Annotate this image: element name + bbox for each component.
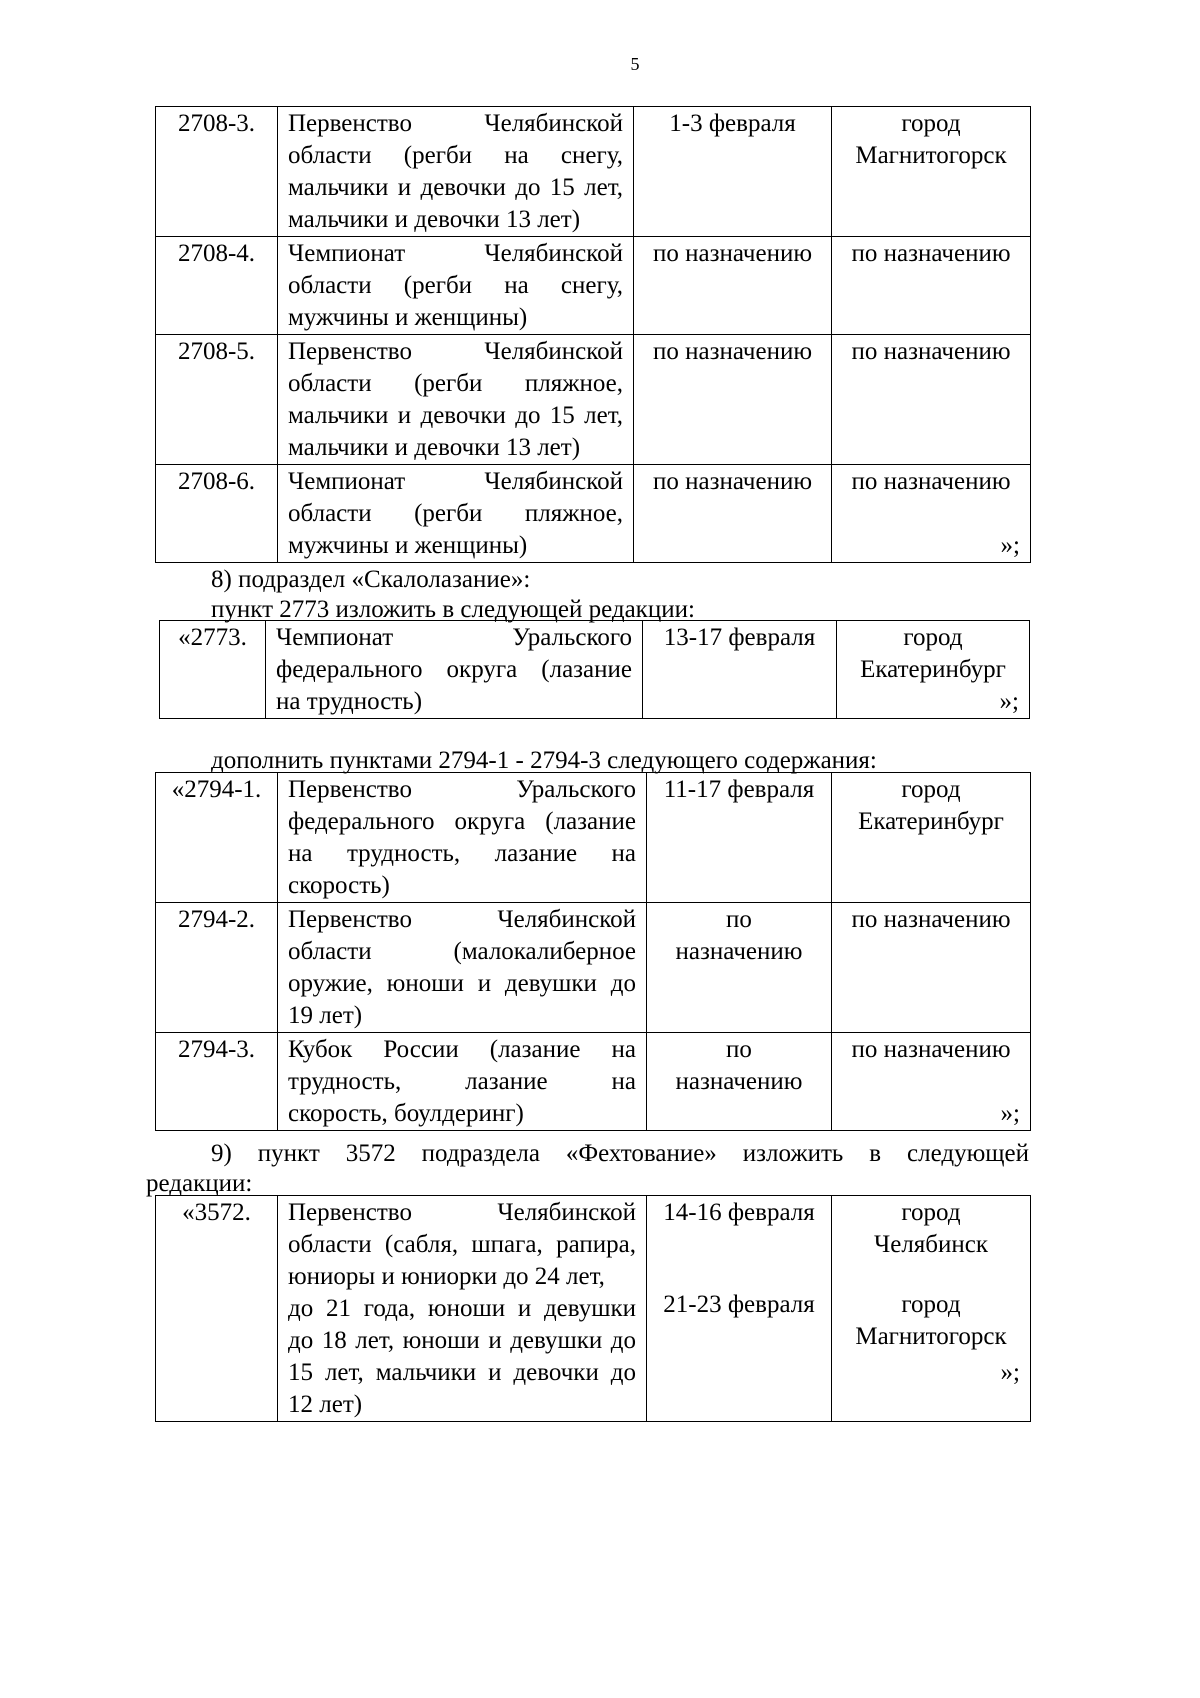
- item-number: 2708-3.: [156, 107, 278, 237]
- table-row: [160, 621, 1030, 719]
- section-8-instruction: пункт 2773 изложить в следующей редакции:: [211, 596, 695, 623]
- event-places: [832, 1196, 1031, 1422]
- event-date-line: по: [726, 906, 752, 933]
- event-date: [647, 773, 832, 903]
- event-name-line: мужчины и женщины): [288, 532, 528, 559]
- event-name-line: области (регби пляжное,: [288, 500, 623, 527]
- item-number: 2708-4.: [156, 237, 278, 335]
- event-date-line: 13-17 февраля: [663, 624, 816, 651]
- item-number: 2794-3.: [156, 1033, 278, 1131]
- closing-quote: »;: [1000, 532, 1020, 559]
- event-place-2-label: город: [901, 1291, 961, 1318]
- event-place-1-label: город: [901, 1199, 961, 1226]
- table-rugby: [155, 106, 1031, 563]
- table-row: [156, 237, 1031, 335]
- event-name-line: Первенство Уральского: [288, 776, 636, 803]
- event-name-line: Чемпионат Челябинской: [288, 468, 623, 495]
- event-date: [634, 237, 832, 335]
- event-place-line: по назначению: [851, 1036, 1011, 1063]
- event-date-line: по назначению: [652, 468, 813, 495]
- event-place-line: по назначению: [851, 906, 1011, 933]
- event-dates: [647, 1196, 832, 1422]
- event-name-line: трудность, лазание на: [288, 1068, 636, 1095]
- table-row: [156, 335, 1031, 465]
- item-number: «2794-1.: [156, 773, 278, 903]
- item-number: «2773.: [160, 621, 266, 719]
- table-row: [156, 465, 1031, 563]
- event-name-line: скорость): [288, 872, 390, 899]
- section-9-heading: 9) пункт 3572 подраздела «Фехтование» изложить в следующей: [211, 1140, 1029, 1167]
- event-date-line: 1-3 февраля: [669, 110, 796, 137]
- event-name-line: мальчики и девочки 13 лет): [288, 206, 581, 233]
- event-place: [832, 1033, 1031, 1131]
- event-date: [643, 621, 837, 719]
- table-row: [156, 1033, 1031, 1131]
- event-date: [647, 1033, 832, 1131]
- event-name: [278, 107, 634, 237]
- event-place: [832, 903, 1031, 1033]
- event-name-line: Первенство Челябинской: [288, 906, 636, 933]
- event-date-line: 11-17 февраля: [663, 776, 815, 803]
- event-name: [278, 237, 634, 335]
- event-place-line: город: [901, 776, 961, 803]
- add-items-instruction: дополнить пунктами 2794-1 - 2794-3 следующего содержания:: [211, 747, 877, 774]
- event-name-line: Чемпионат Челябинской: [288, 240, 623, 267]
- event-date-line: назначению: [675, 1068, 803, 1095]
- event-date-line: по: [726, 1036, 752, 1063]
- event-date: [647, 903, 832, 1033]
- event-name-line: оружие, юноши и девушки до: [288, 970, 636, 997]
- event-date: [634, 335, 832, 465]
- event-name: [278, 903, 647, 1033]
- item-number: 2794-2.: [156, 903, 278, 1033]
- event-name-line: области (регби на снегу,: [288, 142, 623, 169]
- page-number: 5: [630, 54, 640, 74]
- event-name-line: Первенство Челябинской: [288, 338, 623, 365]
- event-date-line: по назначению: [652, 240, 813, 267]
- closing-quote: »;: [1000, 1100, 1020, 1127]
- event-place-1-city: Челябинск: [873, 1231, 989, 1258]
- event-date: [634, 465, 832, 563]
- event-place: [832, 773, 1031, 903]
- event-place: [832, 335, 1031, 465]
- event-name-line: области (регби пляжное,: [288, 370, 623, 397]
- event-name-line: мальчики и девочки до 15 лет,: [288, 174, 623, 201]
- section-8-heading: 8) подраздел «Скалолазание»:: [211, 566, 531, 593]
- event-name-line: мальчики и девочки до 15 лет,: [288, 402, 623, 429]
- event-name: [278, 1033, 647, 1131]
- event-place-line: город: [903, 624, 963, 651]
- table-fencing-3572: [155, 1195, 1031, 1422]
- event-name-line: области (малокалиберное: [288, 938, 636, 965]
- event-place-line: Магнитогорск: [855, 142, 1007, 169]
- event-place-line: Екатеринбург: [860, 656, 1006, 683]
- table-row: [156, 1196, 1031, 1422]
- event-date-line: назначению: [675, 938, 803, 965]
- event-name-line: мужчины и женщины): [288, 304, 528, 331]
- event-place: [832, 465, 1031, 563]
- table-row: [156, 773, 1031, 903]
- event-date: [634, 107, 832, 237]
- table-additions-2794: [155, 772, 1031, 1131]
- event-name-line: скорость, боулдеринг): [288, 1100, 524, 1127]
- event-name: [278, 773, 647, 903]
- event-name-line: на трудность): [276, 688, 423, 715]
- event-name-line: на трудность, лазание на: [288, 840, 636, 867]
- event-name: [278, 465, 634, 563]
- closing-quote: »;: [1000, 1359, 1020, 1386]
- event-place-line: по назначению: [851, 338, 1011, 365]
- item-number: 2708-6.: [156, 465, 278, 563]
- event-name: [266, 621, 643, 719]
- table-row: [156, 903, 1031, 1033]
- item-number: «3572.: [156, 1196, 278, 1422]
- table-row: [156, 107, 1031, 237]
- event-name-line: Чемпионат Уральского: [276, 624, 632, 651]
- event-name-line: мальчики и девочки 13 лет): [288, 434, 581, 461]
- event-place-line: по назначению: [851, 468, 1011, 495]
- table-climbing-2773: [159, 620, 1030, 719]
- event-name-line: федерального округа (лазание: [288, 808, 636, 835]
- event-place: [837, 621, 1030, 719]
- event-name-line: федерального округа (лазание: [276, 656, 632, 683]
- event-place-2-city: Магнитогорск: [855, 1323, 1007, 1350]
- event-name-line: Кубок России (лазание на: [288, 1036, 636, 1063]
- event-date-1: 14-16 февраля: [663, 1199, 815, 1226]
- event-name: [278, 335, 634, 465]
- section-9-heading-cont: редакции:: [146, 1170, 253, 1197]
- event-name: Первенство Челябинской области (сабля, шпага, рапира, юниоры и юниорки до 24 лет, до 21 года, юноши и девушки до 18 лет, юноши и девушки до 15 лет, мальчики и девочки до 12 лет): [278, 1196, 647, 1422]
- item-number: 2708-5.: [156, 335, 278, 465]
- event-name-line: 19 лет): [288, 1002, 363, 1029]
- event-place-line: Екатеринбург: [858, 808, 1004, 835]
- event-date-2: 21-23 февраля: [663, 1291, 815, 1318]
- event-name-line: области (регби на снегу,: [288, 272, 623, 299]
- event-place: [832, 107, 1031, 237]
- event-place-line: город: [901, 110, 961, 137]
- closing-quote: »;: [999, 688, 1019, 715]
- event-date-line: по назначению: [652, 338, 813, 365]
- event-name-line: Первенство Челябинской: [288, 110, 623, 137]
- event-place: [832, 237, 1031, 335]
- event-place-line: по назначению: [851, 240, 1011, 267]
